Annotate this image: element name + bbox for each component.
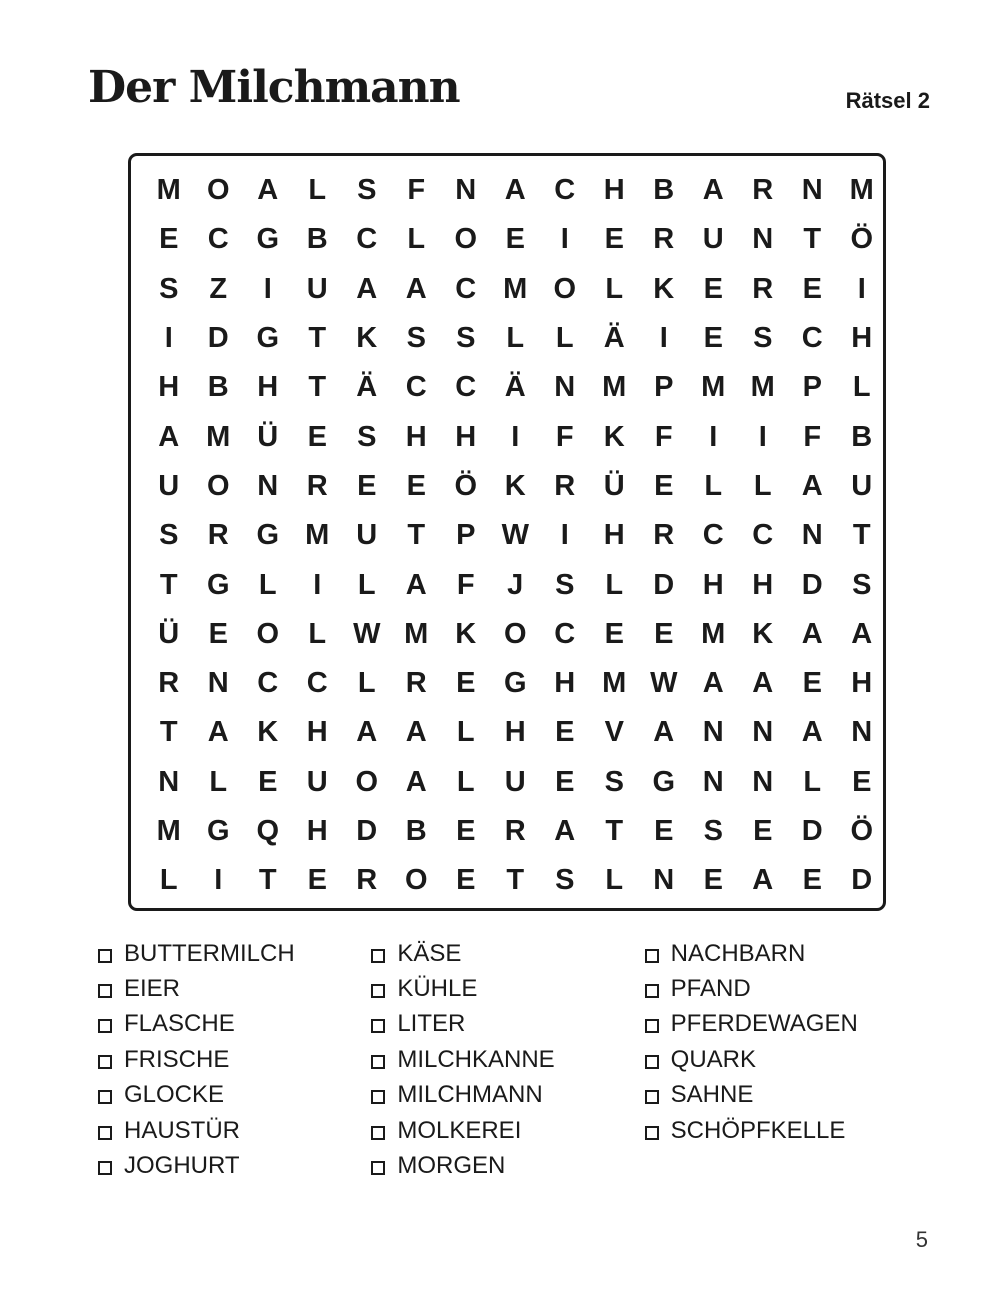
grid-letter[interactable]: H: [554, 667, 576, 700]
grid-letter[interactable]: H: [158, 371, 180, 404]
grid-letter[interactable]: M: [156, 815, 181, 847]
grid-letter[interactable]: L: [506, 322, 525, 355]
grid-letter[interactable]: D: [801, 568, 823, 601]
word-label: MILCHMANN: [397, 1081, 543, 1109]
word-label: LITER: [397, 1010, 466, 1038]
grid-letter[interactable]: M: [750, 371, 775, 404]
grid-letter[interactable]: H: [455, 420, 477, 453]
grid-letter[interactable]: E: [703, 322, 723, 355]
word-list-item: [645, 936, 918, 971]
word-label: FLASCHE: [124, 1010, 235, 1038]
grid-letter[interactable]: C: [306, 667, 328, 700]
word-list-item: [371, 1113, 644, 1148]
grid-letter[interactable]: H: [603, 519, 625, 552]
grid-letter[interactable]: L: [308, 617, 327, 650]
grid-letter[interactable]: B: [851, 420, 873, 453]
grid-letter[interactable]: A: [653, 716, 675, 749]
grid-letter[interactable]: E: [703, 864, 723, 897]
grid-letter[interactable]: R: [158, 667, 180, 700]
grid-letter[interactable]: N: [455, 174, 477, 207]
word-label: QUARK: [670, 1045, 757, 1073]
word-checkbox[interactable]: [645, 949, 659, 963]
grid-letter[interactable]: M: [602, 667, 627, 700]
grid-letter[interactable]: S: [456, 322, 476, 355]
grid-letter[interactable]: S: [753, 322, 773, 355]
grid-letter[interactable]: C: [207, 223, 229, 256]
grid-letter[interactable]: O: [206, 174, 230, 207]
grid-letter[interactable]: R: [504, 815, 526, 847]
word-label: EIER: [124, 975, 181, 1003]
grid-letter[interactable]: A: [158, 420, 180, 453]
grid-letter[interactable]: T: [159, 568, 178, 601]
grid-letter[interactable]: C: [554, 617, 576, 650]
grid-letter[interactable]: K: [653, 272, 675, 305]
grid-letter[interactable]: C: [752, 519, 774, 552]
grid-letter[interactable]: E: [159, 223, 179, 256]
grid-letter[interactable]: L: [456, 765, 475, 798]
grid-letter[interactable]: A: [356, 272, 378, 305]
grid-letter[interactable]: S: [555, 864, 575, 897]
grid-letter[interactable]: L: [704, 469, 723, 502]
puzzle-number-label: Rätsel 2: [845, 88, 930, 113]
grid-letter[interactable]: A: [356, 716, 378, 749]
grid-letter[interactable]: L: [357, 568, 376, 601]
word-list-column: [645, 936, 918, 1184]
word-list-item: [371, 1078, 644, 1113]
grid-letter[interactable]: H: [306, 815, 328, 847]
grid-letter[interactable]: A: [554, 815, 576, 847]
grid-letter[interactable]: A: [405, 568, 427, 601]
word-list-item: [371, 971, 644, 1006]
word-list-column: [98, 936, 371, 1184]
word-checkbox[interactable]: [98, 1055, 112, 1069]
grid-letter[interactable]: L: [852, 371, 871, 404]
grid-letter[interactable]: K: [603, 420, 625, 453]
grid-letter[interactable]: A: [405, 272, 427, 305]
grid-letter[interactable]: K: [257, 716, 279, 749]
grid-letter[interactable]: H: [257, 371, 279, 404]
grid-letter[interactable]: I: [560, 519, 569, 552]
word-checkbox[interactable]: [98, 1090, 112, 1104]
grid-letter[interactable]: I: [313, 568, 322, 601]
grid-letter[interactable]: Ü: [158, 617, 180, 650]
grid-letter[interactable]: N: [801, 174, 823, 207]
word-checkbox[interactable]: [645, 984, 659, 998]
grid-letter[interactable]: W: [650, 667, 678, 700]
grid-letter[interactable]: Z: [209, 272, 228, 305]
grid-letter[interactable]: N: [752, 716, 774, 749]
grid-letter[interactable]: A: [405, 765, 427, 798]
grid-letter[interactable]: N: [702, 716, 724, 749]
grid-letter[interactable]: Ü: [603, 469, 625, 502]
grid-letter[interactable]: G: [256, 322, 280, 355]
grid-letter[interactable]: U: [702, 223, 724, 256]
word-label: GLOCKE: [124, 1081, 225, 1109]
grid-letter[interactable]: O: [553, 272, 577, 305]
grid-letter[interactable]: B: [653, 174, 675, 207]
grid-letter[interactable]: Ö: [850, 223, 874, 256]
word-list-item: [371, 936, 644, 971]
word-label: HAUSTÜR: [124, 1116, 241, 1144]
grid-letter[interactable]: S: [604, 765, 624, 798]
page-number: 5: [915, 1227, 928, 1252]
grid-letter[interactable]: M: [156, 174, 181, 207]
grid-letter[interactable]: K: [455, 617, 477, 650]
grid-letter[interactable]: E: [456, 667, 476, 700]
grid-letter[interactable]: N: [554, 371, 576, 404]
grid-letter[interactable]: J: [507, 568, 524, 601]
word-label: NACHBARN: [670, 939, 806, 967]
grid-letter[interactable]: P: [456, 519, 476, 552]
grid-letter[interactable]: E: [604, 223, 624, 256]
grid-letter[interactable]: C: [801, 322, 823, 355]
grid-letter[interactable]: E: [505, 223, 525, 256]
grid-letter[interactable]: E: [406, 469, 426, 502]
grid-letter[interactable]: Ö: [454, 469, 478, 502]
grid-letter[interactable]: A: [702, 667, 724, 700]
grid-letter[interactable]: O: [503, 617, 527, 650]
grid-letter[interactable]: I: [214, 864, 223, 897]
grid-letter[interactable]: U: [306, 272, 328, 305]
word-checkbox[interactable]: [98, 1126, 112, 1140]
grid-letter[interactable]: N: [257, 469, 279, 502]
word-checkbox[interactable]: [645, 1090, 659, 1104]
grid-letter[interactable]: L: [258, 568, 277, 601]
grid-letter[interactable]: N: [752, 765, 774, 798]
grid-letter[interactable]: T: [506, 864, 525, 897]
word-checkbox[interactable]: [98, 1019, 112, 1033]
grid-letter[interactable]: Ä: [504, 371, 526, 404]
grid-letter[interactable]: U: [306, 765, 328, 798]
grid-letter[interactable]: C: [554, 174, 576, 207]
grid-letter[interactable]: C: [455, 371, 477, 404]
grid-letter[interactable]: I: [164, 322, 173, 355]
grid-letter[interactable]: E: [654, 617, 674, 650]
word-label: KÜHLE: [397, 975, 478, 1003]
grid-letter[interactable]: M: [701, 371, 726, 404]
grid-letter[interactable]: E: [307, 420, 327, 453]
grid-letter[interactable]: G: [206, 568, 230, 601]
grid-letter[interactable]: E: [555, 716, 575, 749]
word-checkbox[interactable]: [98, 984, 112, 998]
grid-letter[interactable]: E: [753, 815, 773, 847]
grid-letter[interactable]: C: [455, 272, 477, 305]
word-list-item: [98, 971, 371, 1006]
grid-letter[interactable]: E: [654, 469, 674, 502]
grid-letter[interactable]: O: [454, 223, 478, 256]
grid-letter[interactable]: F: [555, 420, 574, 453]
word-label: MORGEN: [397, 1152, 506, 1180]
grid-letter[interactable]: E: [208, 617, 228, 650]
grid-letter[interactable]: H: [752, 568, 774, 601]
grid-letter[interactable]: E: [802, 272, 822, 305]
grid-letter[interactable]: K: [356, 322, 378, 355]
grid-letter[interactable]: R: [752, 174, 774, 207]
grid-letter[interactable]: R: [554, 469, 576, 502]
grid-letter[interactable]: R: [306, 469, 328, 502]
grid-letter[interactable]: S: [555, 568, 575, 601]
grid-letter[interactable]: N: [752, 223, 774, 256]
word-list-item: [645, 1113, 918, 1148]
word-label: PFAND: [670, 975, 751, 1003]
word-list-item: [645, 971, 918, 1006]
grid-letter[interactable]: H: [603, 174, 625, 207]
grid-letter[interactable]: G: [206, 815, 230, 847]
grid-letter[interactable]: E: [307, 864, 327, 897]
grid-letter[interactable]: I: [560, 223, 569, 256]
grid-letter[interactable]: T: [308, 371, 327, 404]
grid-letter[interactable]: I: [758, 420, 767, 453]
grid-letter[interactable]: I: [857, 272, 866, 305]
grid-letter[interactable]: E: [456, 864, 476, 897]
word-label: FRISCHE: [124, 1045, 230, 1073]
grid-letter[interactable]: L: [753, 469, 772, 502]
grid-letter[interactable]: R: [653, 223, 675, 256]
grid-letter[interactable]: P: [802, 371, 822, 404]
grid-letter[interactable]: E: [802, 667, 822, 700]
grid-letter[interactable]: S: [703, 815, 723, 847]
grid-letter[interactable]: I: [709, 420, 718, 453]
grid-letter[interactable]: W: [353, 617, 381, 650]
grid-letter[interactable]: M: [206, 420, 231, 453]
word-label: JOGHURT: [124, 1152, 240, 1180]
grid-letter[interactable]: C: [702, 519, 724, 552]
grid-letter[interactable]: M: [849, 174, 874, 207]
word-list-item: [645, 1007, 918, 1042]
word-list-item: [645, 1042, 918, 1077]
grid-letter[interactable]: S: [852, 568, 872, 601]
word-checkbox[interactable]: [645, 1126, 659, 1140]
grid-letter[interactable]: E: [456, 815, 476, 847]
word-list-column: [371, 936, 644, 1184]
grid-letter[interactable]: N: [207, 667, 229, 700]
grid-letter[interactable]: F: [456, 568, 475, 601]
grid-letter[interactable]: T: [258, 864, 277, 897]
grid-letter[interactable]: L: [407, 223, 426, 256]
word-search-grid: [144, 166, 887, 905]
grid-letter[interactable]: C: [257, 667, 279, 700]
grid-letter[interactable]: U: [158, 469, 180, 502]
grid-letter[interactable]: A: [405, 716, 427, 749]
grid-letter[interactable]: L: [605, 864, 624, 897]
grid-letter[interactable]: N: [702, 765, 724, 798]
word-checkbox[interactable]: [371, 984, 385, 998]
grid-letter[interactable]: R: [356, 864, 378, 897]
grid-letter[interactable]: L: [308, 174, 327, 207]
grid-letter[interactable]: K: [504, 469, 526, 502]
grid-letter[interactable]: D: [653, 568, 675, 601]
grid-letter[interactable]: O: [206, 469, 230, 502]
grid-letter[interactable]: L: [159, 864, 178, 897]
grid-letter[interactable]: S: [159, 272, 179, 305]
grid-letter[interactable]: D: [207, 322, 229, 355]
grid-letter[interactable]: E: [555, 765, 575, 798]
grid-letter[interactable]: A: [752, 864, 774, 897]
grid-letter[interactable]: C: [405, 371, 427, 404]
word-list-item: [371, 1042, 644, 1077]
word-list: [98, 936, 918, 1184]
grid-letter[interactable]: H: [702, 568, 724, 601]
grid-letter[interactable]: H: [504, 716, 526, 749]
grid-letter[interactable]: E: [258, 765, 278, 798]
grid-letter[interactable]: A: [504, 174, 526, 207]
word-checkbox[interactable]: [371, 1055, 385, 1069]
grid-letter[interactable]: Ö: [850, 815, 874, 847]
grid-letter[interactable]: Ä: [603, 322, 625, 355]
grid-letter[interactable]: C: [356, 223, 378, 256]
word-checkbox[interactable]: [645, 1019, 659, 1033]
grid-letter[interactable]: A: [257, 174, 279, 207]
grid-letter[interactable]: H: [306, 716, 328, 749]
word-list-item: [98, 1007, 371, 1042]
grid-letter[interactable]: Ü: [257, 420, 279, 453]
grid-letter[interactable]: F: [803, 420, 822, 453]
grid-letter[interactable]: U: [504, 765, 526, 798]
grid-letter[interactable]: N: [801, 519, 823, 552]
grid-letter[interactable]: R: [752, 272, 774, 305]
grid-letter[interactable]: A: [851, 617, 873, 650]
word-list-item: [98, 1148, 371, 1183]
word-label: MILCHKANNE: [397, 1045, 555, 1073]
word-checkbox[interactable]: [371, 1019, 385, 1033]
grid-letter[interactable]: T: [605, 815, 624, 847]
grid-letter[interactable]: E: [852, 765, 872, 798]
grid-letter[interactable]: B: [306, 223, 328, 256]
grid-letter[interactable]: G: [256, 519, 280, 552]
word-checkbox[interactable]: [371, 949, 385, 963]
grid-letter[interactable]: V: [604, 716, 624, 749]
grid-letter[interactable]: P: [654, 371, 674, 404]
grid-letter[interactable]: S: [159, 519, 179, 552]
grid-letter[interactable]: O: [355, 765, 379, 798]
grid-letter[interactable]: T: [407, 519, 426, 552]
grid-letter[interactable]: A: [801, 617, 823, 650]
grid-letter[interactable]: A: [752, 667, 774, 700]
word-list-item: [371, 1148, 644, 1183]
grid-letter[interactable]: M: [305, 519, 330, 552]
grid-letter[interactable]: N: [158, 765, 180, 798]
grid-letter[interactable]: D: [356, 815, 378, 847]
grid-letter[interactable]: A: [801, 716, 823, 749]
grid-letter[interactable]: S: [357, 174, 377, 207]
grid-letter[interactable]: E: [802, 864, 822, 897]
word-list-item: [98, 1113, 371, 1148]
grid-letter[interactable]: H: [851, 667, 873, 700]
grid-letter[interactable]: B: [405, 815, 427, 847]
grid-letter[interactable]: H: [405, 420, 427, 453]
grid-letter[interactable]: L: [605, 272, 624, 305]
grid-letter[interactable]: W: [501, 519, 529, 552]
grid-letter[interactable]: S: [406, 322, 426, 355]
grid-letter[interactable]: R: [405, 667, 427, 700]
grid-letter[interactable]: T: [852, 519, 871, 552]
grid-letter[interactable]: E: [604, 617, 624, 650]
grid-letter[interactable]: Ä: [356, 371, 378, 404]
word-checkbox[interactable]: [98, 949, 112, 963]
grid-letter[interactable]: L: [456, 716, 475, 749]
grid-letter[interactable]: F: [407, 174, 426, 207]
grid-letter[interactable]: B: [207, 371, 229, 404]
grid-letter[interactable]: A: [207, 716, 229, 749]
grid-letter[interactable]: A: [702, 174, 724, 207]
grid-letter[interactable]: E: [357, 469, 377, 502]
grid-letter[interactable]: U: [851, 469, 873, 502]
word-list-item: [98, 1042, 371, 1077]
grid-letter[interactable]: S: [357, 420, 377, 453]
grid-letter[interactable]: K: [752, 617, 774, 650]
word-checkbox[interactable]: [98, 1161, 112, 1175]
grid-letter[interactable]: T: [159, 716, 178, 749]
word-label: KÄSE: [397, 939, 462, 967]
word-checkbox[interactable]: [371, 1126, 385, 1140]
grid-letter[interactable]: T: [308, 322, 327, 355]
grid-letter[interactable]: G: [503, 667, 527, 700]
grid-letter[interactable]: M: [404, 617, 429, 650]
word-label: MOLKEREI: [397, 1116, 522, 1144]
grid-letter[interactable]: O: [256, 617, 280, 650]
word-label: SAHNE: [670, 1081, 754, 1109]
grid-letter[interactable]: L: [357, 667, 376, 700]
word-list-item: [371, 1007, 644, 1042]
grid-letter[interactable]: T: [803, 223, 822, 256]
grid-letter[interactable]: D: [851, 864, 873, 897]
word-list-item: [645, 1078, 918, 1113]
page-title: Der Milchmann: [88, 62, 460, 113]
grid-letter[interactable]: I: [659, 322, 668, 355]
grid-letter[interactable]: M: [602, 371, 627, 404]
grid-letter[interactable]: E: [654, 815, 674, 847]
word-checkbox[interactable]: [371, 1090, 385, 1104]
grid-letter[interactable]: I: [263, 272, 272, 305]
grid-letter[interactable]: N: [851, 716, 873, 749]
grid-letter[interactable]: L: [555, 322, 574, 355]
word-checkbox[interactable]: [645, 1055, 659, 1069]
word-search-grid-frame: [128, 153, 886, 911]
grid-letter[interactable]: L: [605, 568, 624, 601]
word-checkbox[interactable]: [371, 1161, 385, 1175]
word-list-item: [98, 1078, 371, 1113]
grid-letter[interactable]: N: [653, 864, 675, 897]
word-list-item: [98, 936, 371, 971]
grid-letter[interactable]: Q: [256, 815, 280, 847]
grid-letter[interactable]: G: [652, 765, 676, 798]
word-label: BUTTERMILCH: [124, 939, 295, 967]
grid-letter[interactable]: M: [701, 617, 726, 650]
grid-letter[interactable]: R: [653, 519, 675, 552]
grid-letter[interactable]: G: [256, 223, 280, 256]
grid-letter[interactable]: A: [801, 469, 823, 502]
grid-letter[interactable]: R: [207, 519, 229, 552]
word-label: SCHÖPFKELLE: [670, 1116, 846, 1144]
grid-letter[interactable]: D: [801, 815, 823, 847]
word-label: PFERDEWAGEN: [670, 1010, 858, 1038]
grid-letter[interactable]: O: [404, 864, 428, 897]
grid-letter[interactable]: I: [511, 420, 520, 453]
grid-letter[interactable]: H: [851, 322, 873, 355]
grid-letter[interactable]: U: [356, 519, 378, 552]
grid-letter[interactable]: E: [703, 272, 723, 305]
grid-letter[interactable]: L: [803, 765, 822, 798]
grid-letter[interactable]: M: [503, 272, 528, 305]
grid-letter[interactable]: L: [209, 765, 228, 798]
grid-letter[interactable]: F: [654, 420, 673, 453]
